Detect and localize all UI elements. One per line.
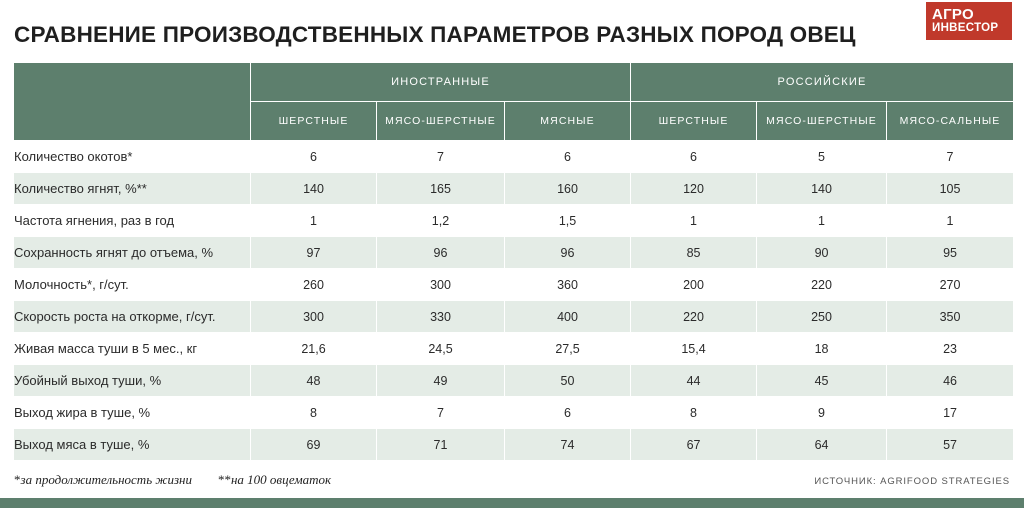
cell: 64	[757, 429, 887, 461]
row-label: Скорость роста на откорме, г/сут.	[14, 301, 251, 333]
table-row	[14, 141, 1014, 173]
row-label: Частота ягнения, раз в год	[14, 205, 251, 237]
cell: 27,5	[505, 333, 631, 365]
cell: 6	[631, 141, 757, 173]
table-row	[14, 301, 1014, 333]
logo-text-top: АГРО	[932, 6, 975, 23]
cell: 7	[887, 141, 1014, 173]
cell: 23	[887, 333, 1014, 365]
cell: 7	[377, 141, 505, 173]
cell: 18	[757, 333, 887, 365]
cell: 90	[757, 237, 887, 269]
cell: 97	[251, 237, 377, 269]
column-header-foreign-meat: МЯСНЫЕ	[505, 102, 631, 141]
cell: 330	[377, 301, 505, 333]
cell: 21,6	[251, 333, 377, 365]
cell: 71	[377, 429, 505, 461]
cell: 1,5	[505, 205, 631, 237]
cell: 260	[251, 269, 377, 301]
cell: 300	[251, 301, 377, 333]
cell: 165	[377, 173, 505, 205]
cell: 46	[887, 365, 1014, 397]
table-row	[14, 205, 1014, 237]
cell: 57	[887, 429, 1014, 461]
footnote-2-marker: **	[217, 472, 231, 487]
cell: 270	[887, 269, 1014, 301]
cell: 96	[377, 237, 505, 269]
row-label: Сохранность ягнят до отъема, %	[14, 237, 251, 269]
cell: 74	[505, 429, 631, 461]
cell: 85	[631, 237, 757, 269]
cell: 50	[505, 365, 631, 397]
cell: 96	[505, 237, 631, 269]
cell: 67	[631, 429, 757, 461]
column-group-russian: РОССИЙСКИЕ	[631, 63, 1014, 102]
cell: 24,5	[377, 333, 505, 365]
cell: 250	[757, 301, 887, 333]
row-label: Количество ягнят, %**	[14, 173, 251, 205]
cell: 6	[251, 141, 377, 173]
row-label: Количество окотов*	[14, 141, 251, 173]
cell: 7	[377, 397, 505, 429]
table-row	[14, 269, 1014, 301]
cell: 120	[631, 173, 757, 205]
page-title: СРАВНЕНИЕ ПРОИЗВОДСТВЕННЫХ ПАРАМЕТРОВ РАЗНЫХ ПОРОД ОВЕЦ	[14, 22, 856, 47]
column-header-russian-meat-wool: МЯСО-ШЕРСТНЫЕ	[757, 102, 887, 141]
logo-text-bottom: ИНВЕСТОР	[932, 22, 999, 34]
row-label: Убойный выход туши, %	[14, 365, 251, 397]
row-label: Живая масса туши в 5 мес., кг	[14, 333, 251, 365]
cell: 140	[757, 173, 887, 205]
cell: 5	[757, 141, 887, 173]
cell: 1,2	[377, 205, 505, 237]
header	[12, 0, 1012, 62]
table-row	[14, 365, 1014, 397]
cell: 200	[631, 269, 757, 301]
cell: 1	[631, 205, 757, 237]
footnote-2-text: на 100 овцематок	[230, 472, 332, 487]
cell: 95	[887, 237, 1014, 269]
table-row	[14, 429, 1014, 461]
cell: 44	[631, 365, 757, 397]
table-header	[14, 63, 1014, 141]
cell: 140	[251, 173, 377, 205]
table-body	[14, 141, 1014, 461]
table-row	[14, 173, 1014, 205]
column-header-russian-wool: ШЕРСТНЫЕ	[631, 102, 757, 141]
row-label: Выход мяса в туше, %	[14, 429, 251, 461]
cell: 350	[887, 301, 1014, 333]
cell: 15,4	[631, 333, 757, 365]
table-group-header-row	[14, 63, 1014, 102]
cell: 17	[887, 397, 1014, 429]
cell: 49	[377, 365, 505, 397]
cell: 69	[251, 429, 377, 461]
cell: 160	[505, 173, 631, 205]
cell: 220	[757, 269, 887, 301]
column-header-russian-meat-fat: МЯСО-САЛЬНЫЕ	[887, 102, 1014, 141]
cell: 9	[757, 397, 887, 429]
cell: 48	[251, 365, 377, 397]
footer	[12, 470, 1012, 500]
source-label: ИСТОЧНИК: AGRIFOOD STRATEGIES	[814, 476, 1010, 487]
cell: 6	[505, 397, 631, 429]
cell: 360	[505, 269, 631, 301]
cell: 8	[631, 397, 757, 429]
comparison-table	[13, 62, 1014, 461]
row-label: Молочность*, г/сут.	[14, 269, 251, 301]
agroinvestor-logo	[926, 2, 1012, 40]
row-label: Выход жира в туше, %	[14, 397, 251, 429]
cell: 220	[631, 301, 757, 333]
column-header-foreign-wool: ШЕРСТНЫЕ	[251, 102, 377, 141]
cell: 400	[505, 301, 631, 333]
cell: 45	[757, 365, 887, 397]
bottom-accent-strip	[0, 498, 1024, 508]
cell: 1	[757, 205, 887, 237]
table-row	[14, 397, 1014, 429]
cell: 1	[251, 205, 377, 237]
cell: 1	[887, 205, 1014, 237]
table-row	[14, 237, 1014, 269]
column-header-foreign-meat-wool: МЯСО-ШЕРСТНЫЕ	[377, 102, 505, 141]
column-group-foreign: ИНОСТРАННЫЕ	[251, 63, 631, 102]
cell: 6	[505, 141, 631, 173]
cell: 300	[377, 269, 505, 301]
footnotes	[14, 472, 331, 488]
table-row	[14, 333, 1014, 365]
footnote-1-marker: *	[14, 472, 21, 487]
cell: 8	[251, 397, 377, 429]
footnote-1-text: за продолжительность жизни	[20, 472, 192, 487]
cell: 105	[887, 173, 1014, 205]
table-corner-cell	[14, 63, 251, 141]
